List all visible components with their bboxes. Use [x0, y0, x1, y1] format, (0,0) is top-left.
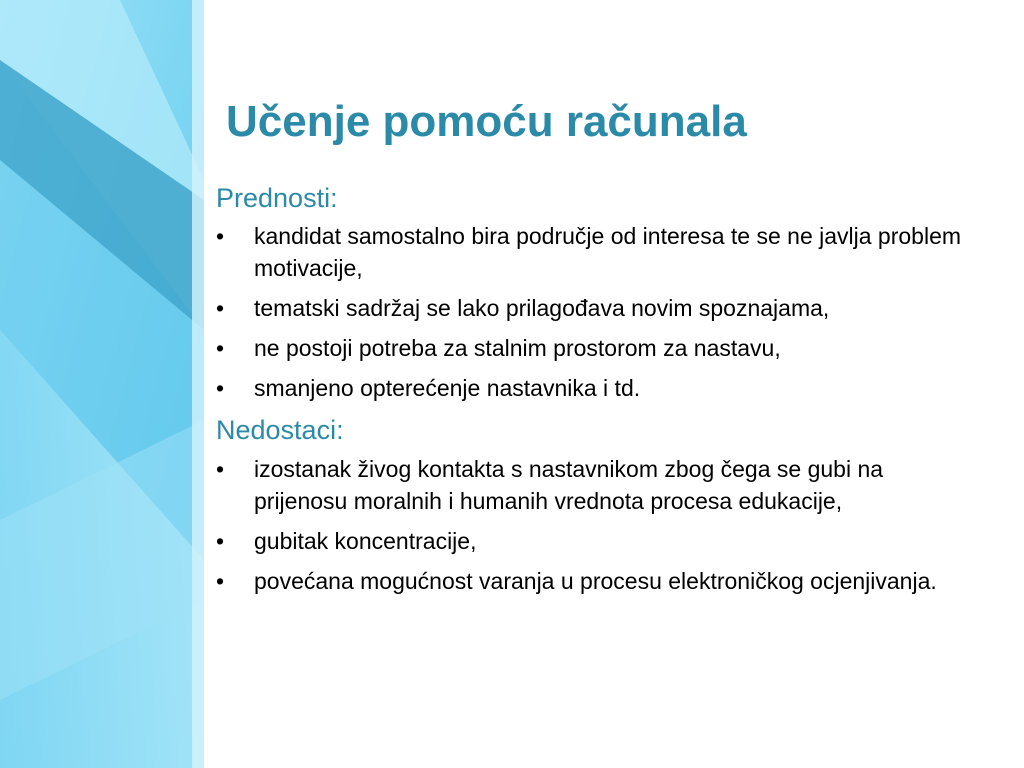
list-item	[216, 292, 976, 324]
bullet-icon: •	[216, 335, 225, 362]
list-item	[216, 453, 976, 517]
disadvantages-heading: Nedostaci:	[216, 415, 344, 446]
slide-title: Učenje pomoću računala	[226, 97, 747, 146]
bullet-icon: •	[216, 567, 225, 594]
decorative-side-panel	[0, 0, 204, 768]
list-item-text: tematski sadržaj se lako prilagođava novim spoznajama,	[254, 295, 830, 322]
list-item-text: izostanak živog kontakta s nastavnikom zbog čega se gubi na prijenosu moralnih i humanih vrednota procesa edukacije,	[254, 455, 884, 514]
disadvantages-list	[216, 453, 976, 597]
list-item	[216, 565, 976, 597]
list-item-text: povećana mogućnost varanja u procesu elektroničkog ocjenjivanja.	[254, 567, 937, 594]
bullet-icon: •	[216, 295, 225, 322]
advantages-list	[216, 220, 976, 404]
list-item-text: ne postoji potreba za stalnim prostorom za nastavu,	[254, 335, 781, 362]
bullet-icon: •	[216, 375, 225, 402]
list-item	[216, 525, 976, 557]
list-item-text: smanjeno opterećenje nastavnika i td.	[254, 375, 641, 402]
bullet-icon: •	[216, 527, 225, 554]
advantages-heading: Prednosti:	[216, 183, 338, 213]
list-item-text: kandidat samostalno bira područje od interesa te se ne javlja problem motivacije,	[254, 223, 962, 282]
side-panel-graphic	[0, 0, 204, 768]
bullet-icon: •	[216, 223, 225, 250]
list-item	[216, 332, 976, 364]
list-item-text: gubitak koncentracije,	[254, 527, 477, 554]
slide-content	[216, 182, 976, 605]
list-item	[216, 220, 976, 284]
bullet-icon: •	[216, 455, 225, 482]
list-item	[216, 372, 976, 404]
